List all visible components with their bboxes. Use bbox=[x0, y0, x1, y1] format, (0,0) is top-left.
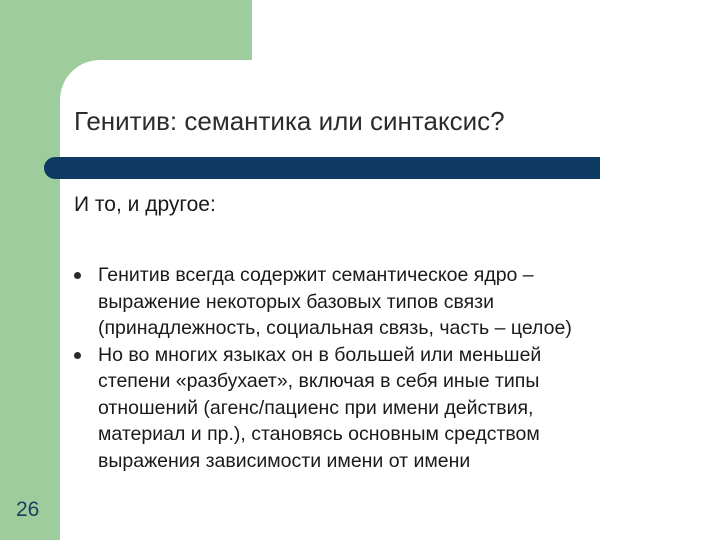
slide-number: 26 bbox=[16, 498, 40, 521]
bullet-text-2 bbox=[98, 342, 694, 475]
slide-title: Генитив: семантика или синтаксис? bbox=[74, 106, 505, 136]
bullet-1-line-2: выражение некоторых базовых типов связи bbox=[98, 290, 494, 313]
bullet-2-line-3: отношений (агенс/пациенс при имени действия, bbox=[98, 396, 534, 419]
bullet-list bbox=[74, 262, 694, 474]
bullet-dot-icon bbox=[74, 342, 98, 369]
bullet-dot-icon bbox=[74, 262, 98, 289]
bullet-2-line-4: материал и пр.), становясь основным средством bbox=[98, 423, 540, 445]
bullet-1-line-3: (принадлежность, социальная связь, часть – целое) bbox=[98, 317, 572, 339]
bullet-2-line-1: Но во многих языках он в большей или меньшей bbox=[98, 343, 542, 366]
bullet-1-line-1: Генитив всегда содержит семантическое ядро – bbox=[98, 264, 534, 286]
bullet-2-line-5: выражения зависимости имени от имени bbox=[98, 449, 471, 472]
bullet-text-1 bbox=[98, 262, 694, 342]
bullet-item-2 bbox=[74, 342, 694, 475]
bullet-2-line-2: степени «разбухает», включая в себя иные типы bbox=[98, 370, 540, 392]
intro-text: И то, и другое: bbox=[74, 193, 216, 216]
title-underline-bar bbox=[44, 157, 600, 179]
bullet-item-1 bbox=[74, 262, 694, 342]
